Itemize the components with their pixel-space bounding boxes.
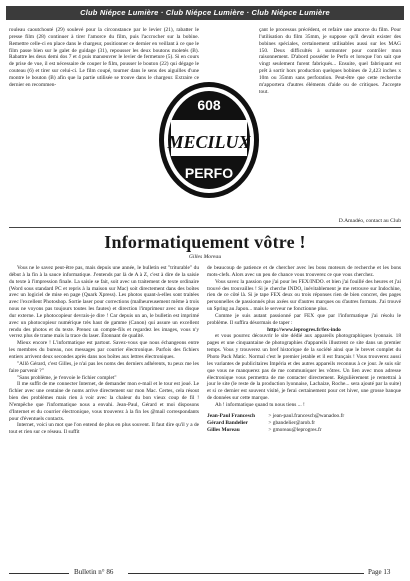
logo-model: PERFO	[184, 165, 234, 181]
article-paragraph: Ah ! informatique quand tu nous tiens ... !	[215, 401, 305, 408]
article-paragraph: de beaucoup de patience et de chercher avec les bons moteurs de recherche et les bons mots-clefs. Alors avec un peu de chance vous trouverez ce que vous cherchez.	[207, 265, 401, 278]
article-paragraph: Vous savez la passion que j'ai pour les FEX/INDO. et bien j'ai fouillé des heures et j'ai trouvé des trouvailles ! Si je cherche INDO, inévitablement je me retrouve sur Indochine, rien de ce côté là. Si je tape FEX deux ou trois réponses rien de bien concret, des pages personnelles de passionnés plus axées sur d'autres marques ou d'autres formats. J'ai trouvé un Spring au Japon... mais le serveur ne fonctionne plus.	[207, 278, 401, 313]
contact-name: Gérard Bandelier	[207, 419, 248, 426]
contact-email: jean-paul.francesch@wanadoo.fr	[272, 412, 345, 419]
article-paragraph: et vous pourrez découvrir le site dédié aux appareils photographiques lyonnais. 18 pages et une cinquantaine de photographies d'appareils illustrent ce site dans un premier temps. Vous y trouverez un bref historique de la société ainsi que le brevet complet du Photo Pack Matic. Normal c'est le premier jetable et il est français ! Vous trouverez aussi les variantes de publicitaires Impéria et des autres appareils reconnus à ce jour. Je suis sûr que vous ne manquerez pas de me communiquer les vôtres. Un lien avec mon adresse électronique vous permettra de me contacter directement. Régulièrement je remettrai à jour le site (le reste de la production lyonnaise, Lachaize, Roche... sera ajouté par la suite) et si ce dernier est souvent visité, je ferai certainement pour cet hiver, une grosse banque de données sur cette marque.	[207, 333, 401, 402]
article-paragraph: Internet, voici un mot que l'on entend de plus en plus souvent. Il faut dire qu'il y a de tout et rien sur ce réseau. Il suffit	[9, 422, 199, 436]
arrow-icon: >	[268, 426, 272, 433]
contact-name: Jean-Paul Francesch	[207, 412, 256, 419]
footer-page: Page 13	[368, 568, 391, 576]
article-paragraph: Vous ne le savez peut-être pas, mais depuis une année, le bulletin est "triturable" du début à la fin à la sauce informatique. J'entends par là de A à Z, c'est à dire de la saisie du texte à l'impression finale. La saisie se fait, soit avec un traitement de texte ordinaire (Word sous standard PC et repris à la maison sur Mac) soit directement dans des boîtes avec un logiciel de mise en page (Quark Xpress). Les photos quant-à-elles sont traitées avec l'excellent Photoshop. Sortie laser pour corrections (malheureusement même à trois nous ne voyons pas toujours toutes les fautes) et direction l'imprimeur avec un disque dur externe. Le photocopieur devrais-je dire ! Car depuis un an, le bulletin est imprimé avec un photocopieur numérique très haut de gamme (Canon) qui assure un excellent rendu des photos et du texte. Prenez un compte-fils et regardez les images, vous n'y verrez plus de trame mais la trace du laser. Étonnant de qualité.	[9, 265, 199, 340]
article-paragraph: Comme je suis autant passionné par FEX que par l'informatique j'ai résolu le problème. Il suffira désormais de taper :	[207, 312, 401, 326]
article-paragraph: Il me suffit de me connecter Internet, de demander mon e-mail et le tour est joué. Le fichier avec une centaine de noms arrive directement sur mon Mac. Certes, cela résout bien des problèmes mais rien à voir avec la chaleur du bon vieux coup de fil ! N'empêche que l'informatique nous a envahi. Jean-Paul, Gérard et moi disposons d'Internet et du courrier électronique, vous trouverez à la fin les @mail correspondants pour d'éventuels contacts.	[9, 381, 199, 422]
contact-row	[207, 413, 401, 420]
club-banner: Club Niépce Lumière · Club Niépce Lumière · Club Niépce Lumière	[6, 6, 404, 20]
footer-bulletin: Bulletin n° 86	[74, 568, 114, 576]
footer-rule-middle	[128, 573, 364, 574]
contact-row	[207, 427, 401, 434]
site-url: http://www.leprogres.fr/fex-indo	[267, 326, 341, 333]
article-right-column	[207, 265, 401, 434]
top-divider	[9, 227, 401, 228]
top-right-text: çant le processus précédent, et refaire une amorce du film. Pour l'utilisation du film 35mm, je suppose qu'il devait exister des bobines spéciales, certainement utilisables aussi sur les MAG 150. Deux difficultés à surmonter pour contrôler mon raisonnement. D'abord posséder le Perfo et lorsque l'on sait que vingt seulement furent fabriqués... Ensuite, quel fabriquant est prêt à sortir hors production quelques bobines de 2,423 inches x 10m ou 35mm sans perforation. Peut-être que cette recherche m'apportera d'autres éléments d'aide ou de critiques. J'accepte tout.	[259, 27, 401, 95]
contact-email: gbandelier@arob.fr	[272, 419, 315, 426]
top-credit: D.Amadéo, contact au Club	[338, 218, 401, 224]
mecilux-perfo-logo	[157, 80, 261, 200]
article-paragraph: "Sans problème, je t'envoie le fichier complet"	[17, 374, 117, 381]
article-left-column	[9, 265, 199, 436]
contact-email: gmoreau@leprogres.fr	[272, 426, 322, 433]
logo-brand: MECILUX	[167, 132, 251, 152]
contact-row	[207, 420, 401, 427]
article-paragraph: "Allô Gérard, c'est Gilles, je n'ai pas les noms des derniers adhérents, tu peux me les faire parvenir ?"	[9, 360, 199, 374]
footer-rule-left	[9, 573, 69, 574]
article-author: Gilles Moreau	[188, 254, 222, 260]
contact-name: Gilles Moreau	[207, 426, 240, 433]
contacts-list	[207, 413, 401, 434]
arrow-icon: >	[268, 412, 272, 419]
arrow-icon: >	[268, 419, 272, 426]
logo-number: 608	[197, 97, 221, 113]
article-paragraph: Mieux encore ! L'informatique est partout. Savez-vous que nous échangeons entre les membres du bureau, nos messages par courrier électronique. Parfois des fichiers entiers arrivent deux secondes après dans nos boîtes aux lettres électroniques.	[9, 340, 199, 360]
article-title: Informatiquement vôtre !	[104, 232, 306, 252]
top-left-text: rouleau caoutchouté (29) soulevé pour la circonstance par le levier (21), rabatter le presse film (28) continuer à tirer l'amorce du film, puis l'accrocher sur la bobine. Remettre celle-ci en place dans le chargeur, positionner ce dernier en veillant à ce que le film passe bien sur le galet de guidage (31), repousser les deux boutons moletés (B). Rabattre les deux demi dos 7 et 4 puis manœuvrer le levier de fermeture (5). Si en cours de prise de vue, il est nécessaire de couper le film, pousser le bouton (22) qui dégage le couteau (6) et tirer sur celui-ci. Le film coupé, tourner dans le sens des aiguilles d'une montre le bouton (B) afin que la partie utilisée se trouve dans le chargeur. Extraire ce dernier en recommen-	[9, 27, 199, 88]
